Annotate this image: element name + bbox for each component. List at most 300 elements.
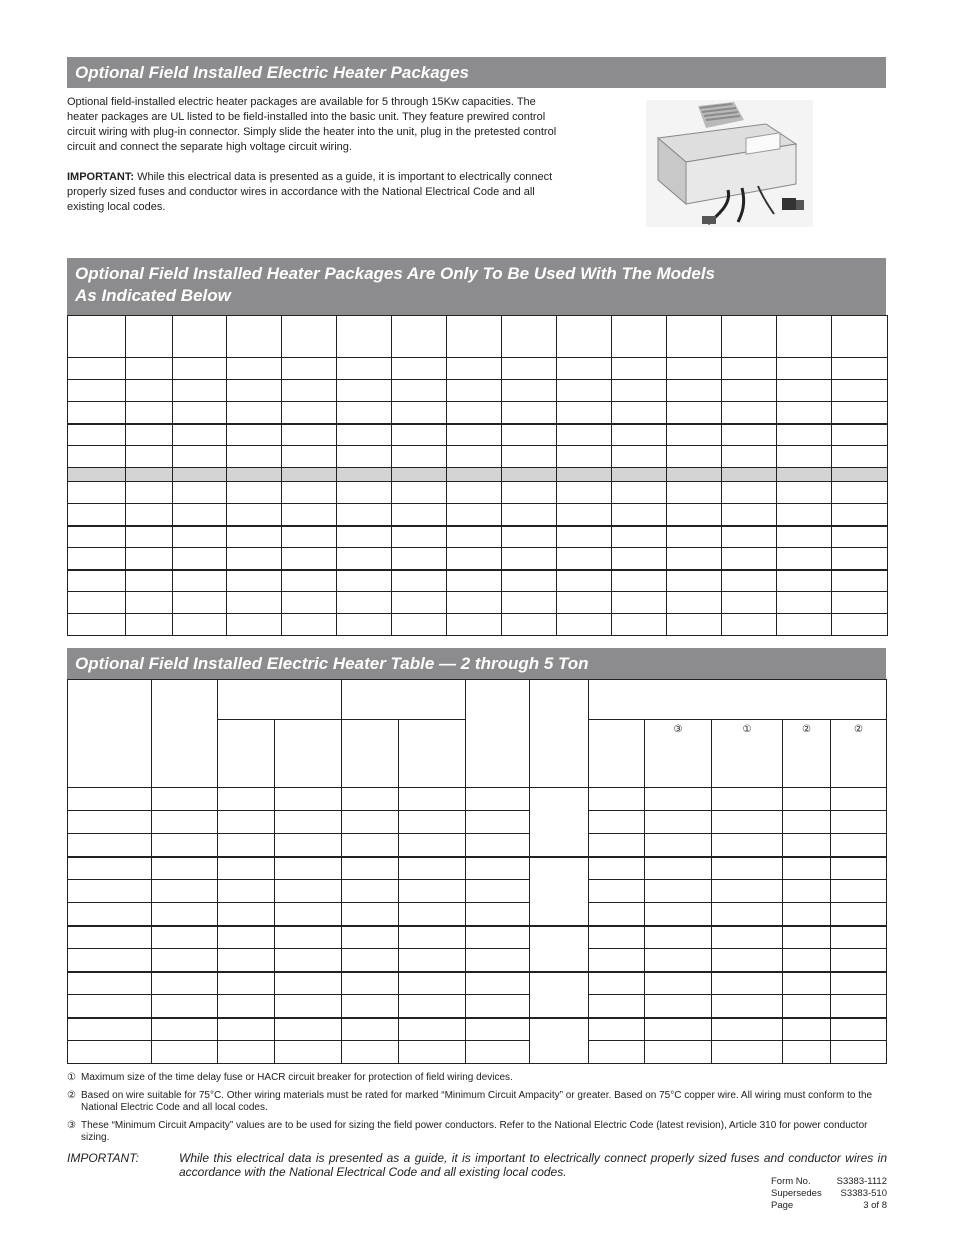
section-banner-heater-table (67, 648, 886, 679)
table-cell (227, 504, 282, 526)
table-cell (399, 949, 466, 972)
table-cell (152, 972, 218, 995)
table-cell (502, 316, 557, 358)
table-cell (783, 949, 831, 972)
header-cell (275, 720, 342, 788)
table-cell (447, 358, 502, 380)
table-cell (447, 446, 502, 468)
table-cell (173, 316, 227, 358)
table-row (68, 788, 887, 811)
table-cell (392, 614, 447, 636)
table-cell (612, 570, 667, 592)
section-title-line2: As Indicated Below (75, 286, 231, 305)
table-cell (392, 402, 447, 424)
table-cell (557, 570, 612, 592)
table-cell (152, 903, 218, 926)
table-cell (342, 995, 399, 1018)
table-cell (612, 468, 667, 482)
table-cell (173, 592, 227, 614)
table-cell (392, 358, 447, 380)
table-cell (282, 548, 337, 570)
table-cell (275, 1018, 342, 1041)
table-cell (832, 380, 888, 402)
table-cell (337, 504, 392, 526)
table-cell (645, 949, 712, 972)
table-cell (831, 811, 887, 834)
table-cell (227, 614, 282, 636)
table-cell (218, 857, 275, 880)
table-cell (218, 788, 275, 811)
table-cell (337, 402, 392, 424)
table-cell (777, 468, 832, 482)
table-cell (530, 1018, 589, 1064)
table-cell (218, 995, 275, 1018)
table-cell (722, 380, 777, 402)
header-cell (68, 680, 152, 788)
header-cell (589, 680, 887, 720)
form-label: Form No. (771, 1176, 811, 1187)
footnote-mark: ② (67, 1090, 76, 1101)
table-cell (342, 972, 399, 995)
table-cell (126, 468, 173, 482)
table-cell (342, 926, 399, 949)
table-cell (173, 570, 227, 592)
table-cell (783, 926, 831, 949)
table-cell (783, 903, 831, 926)
table-cell (173, 402, 227, 424)
table-cell (392, 526, 447, 548)
table-cell (447, 380, 502, 402)
table-cell (589, 857, 645, 880)
table-cell (832, 358, 888, 380)
table-cell (783, 857, 831, 880)
table-cell (557, 592, 612, 614)
table-row (68, 446, 888, 468)
table-cell (667, 424, 722, 446)
table-cell (282, 468, 337, 482)
table-cell (342, 880, 399, 903)
table-cell (712, 972, 783, 995)
table-cell (173, 548, 227, 570)
table-row (68, 614, 888, 636)
table-cell (722, 468, 777, 482)
table-cell (612, 482, 667, 504)
table-cell (126, 424, 173, 446)
table-cell (337, 570, 392, 592)
table-cell (777, 526, 832, 548)
supersedes-value: S3383-510 (840, 1188, 887, 1199)
table-row (68, 1041, 887, 1064)
table-cell (502, 402, 557, 424)
table-cell (152, 788, 218, 811)
table-cell (337, 614, 392, 636)
table-cell (68, 880, 152, 903)
table-cell (466, 926, 530, 949)
page-row (771, 1200, 887, 1212)
table-row (68, 592, 888, 614)
table-cell (557, 548, 612, 570)
table-cell (275, 926, 342, 949)
table-cell (152, 1041, 218, 1064)
table-cell (831, 972, 887, 995)
table-cell (68, 788, 152, 811)
table-cell (645, 1041, 712, 1064)
table-cell (832, 526, 888, 548)
table-cell (831, 1041, 887, 1064)
table-cell (68, 811, 152, 834)
footnote-mark: ① (67, 1072, 76, 1083)
table-cell (227, 424, 282, 446)
table-cell (227, 468, 282, 482)
table-cell (466, 788, 530, 811)
header-cell (218, 680, 342, 720)
table-row (68, 949, 887, 972)
table-cell (227, 358, 282, 380)
table-cell (126, 316, 173, 358)
table-cell (282, 402, 337, 424)
table-cell (68, 526, 126, 548)
table-cell (667, 446, 722, 468)
table-cell (68, 949, 152, 972)
table-cell (126, 482, 173, 504)
table-cell (712, 1018, 783, 1041)
table-cell (68, 857, 152, 880)
table-cell (68, 358, 126, 380)
table-cell (722, 614, 777, 636)
table-cell (466, 1018, 530, 1041)
table-cell (777, 380, 832, 402)
table-cell (68, 995, 152, 1018)
page-label: Page (771, 1200, 794, 1211)
table-cell (126, 548, 173, 570)
table-cell (777, 316, 832, 358)
table-cell (530, 926, 589, 972)
table-row (68, 358, 888, 380)
header-row (68, 316, 888, 358)
table-cell (645, 811, 712, 834)
table-cell (218, 880, 275, 903)
table-row (68, 880, 887, 903)
table-cell (68, 926, 152, 949)
table-cell (282, 380, 337, 402)
table-cell (831, 834, 887, 857)
table-cell (722, 316, 777, 358)
footnote-text: Based on wire suitable for 75°C. Other wiring materials must be rated for marked “Minimum Circuit Ampacity” or greater. Based on 75°C copper wire. All wiring must conform to the National Electric Code and all local codes. (81, 1090, 873, 1113)
footnote (67, 1072, 887, 1084)
table-cell (282, 482, 337, 504)
table-cell (275, 788, 342, 811)
section-title-line1: Optional Field Installed Heater Packages Are Only To Be Used With The Models (75, 264, 716, 283)
table-cell (645, 1018, 712, 1041)
table-cell (530, 972, 589, 1018)
intro-paragraph (67, 95, 557, 215)
table-cell (126, 526, 173, 548)
table-cell (152, 880, 218, 903)
table-cell (589, 811, 645, 834)
table-cell (337, 526, 392, 548)
table-cell (722, 504, 777, 526)
table-cell (557, 380, 612, 402)
table-cell (612, 358, 667, 380)
important-footer-note (67, 1151, 887, 1179)
table-cell (218, 1018, 275, 1041)
footnote-mark: ③ (673, 724, 683, 735)
table-cell (466, 995, 530, 1018)
table-cell (612, 446, 667, 468)
table-cell (557, 504, 612, 526)
table-cell (722, 526, 777, 548)
table-cell (832, 548, 888, 570)
table-cell (68, 316, 126, 358)
table-cell (392, 570, 447, 592)
table-cell (68, 424, 126, 446)
table-cell (712, 903, 783, 926)
table-cell (722, 402, 777, 424)
table-cell (152, 857, 218, 880)
table-cell (447, 614, 502, 636)
table-cell (831, 880, 887, 903)
table-cell (777, 446, 832, 468)
table-cell (447, 504, 502, 526)
table-cell (667, 358, 722, 380)
table-row (68, 1018, 887, 1041)
table-cell (68, 592, 126, 614)
table-cell (173, 482, 227, 504)
table-cell (557, 482, 612, 504)
table-cell (227, 526, 282, 548)
table-cell (712, 880, 783, 903)
footnote-text: Maximum size of the time delay fuse or HACR circuit breaker for protection of field wiring devices. (81, 1072, 513, 1083)
table-cell (282, 446, 337, 468)
important-note (67, 170, 557, 215)
table-cell (777, 504, 832, 526)
table-cell (337, 358, 392, 380)
table-cell (342, 834, 399, 857)
table-cell (68, 834, 152, 857)
table-cell (831, 926, 887, 949)
important-label: IMPORTANT: (67, 171, 135, 183)
table-cell (227, 548, 282, 570)
table-row (68, 468, 888, 482)
table-cell (152, 811, 218, 834)
table-row (68, 548, 888, 570)
table-cell (831, 788, 887, 811)
table-cell (502, 482, 557, 504)
table-cell (392, 316, 447, 358)
table-cell (832, 402, 888, 424)
table-cell (502, 526, 557, 548)
table-cell (227, 380, 282, 402)
table-cell (282, 358, 337, 380)
table-cell (557, 614, 612, 636)
table-row (68, 526, 888, 548)
table-cell (645, 972, 712, 995)
table-cell (282, 526, 337, 548)
table-cell (173, 468, 227, 482)
header-cell (399, 720, 466, 788)
table-cell (777, 570, 832, 592)
section-banner-heater-packages (67, 57, 886, 88)
form-info (771, 1176, 887, 1212)
table-cell (173, 380, 227, 402)
table-cell (399, 1041, 466, 1064)
header-mark-cell (783, 720, 831, 788)
table-cell (337, 592, 392, 614)
table-cell (399, 995, 466, 1018)
table-cell (783, 995, 831, 1018)
table-cell (447, 402, 502, 424)
supersedes-label: Supersedes (771, 1188, 822, 1199)
table-cell (832, 424, 888, 446)
table-cell (342, 1018, 399, 1041)
table-row (68, 402, 888, 424)
table-cell (831, 903, 887, 926)
table-cell (777, 402, 832, 424)
table-cell (68, 380, 126, 402)
table-cell (275, 903, 342, 926)
table-cell (173, 504, 227, 526)
table-cell (722, 592, 777, 614)
table-cell (502, 614, 557, 636)
table-cell (466, 880, 530, 903)
section-banner-models (67, 258, 886, 315)
table-cell (275, 972, 342, 995)
table-cell (227, 592, 282, 614)
table-cell (275, 949, 342, 972)
heater-package-photo (646, 100, 813, 227)
table-cell (227, 316, 282, 358)
table-cell (612, 316, 667, 358)
table-cell (68, 402, 126, 424)
header-cell (342, 680, 466, 720)
table-cell (589, 972, 645, 995)
table-cell (502, 504, 557, 526)
table-cell (557, 358, 612, 380)
table-cell (589, 1041, 645, 1064)
table-cell (667, 402, 722, 424)
table-cell (68, 548, 126, 570)
important-text: While this electrical data is presented as a guide, it is important to electrically connect properly sized fuses and conductor wires in accordance with the National Electrical Code and all existing local codes. (179, 1151, 887, 1179)
heater-table (67, 679, 887, 1064)
table-cell (722, 548, 777, 570)
header-cell (530, 680, 589, 788)
table-cell (399, 972, 466, 995)
table-cell (342, 857, 399, 880)
table-cell (502, 446, 557, 468)
table-cell (218, 834, 275, 857)
footnotes (67, 1072, 887, 1150)
table-cell (227, 482, 282, 504)
table-cell (722, 482, 777, 504)
table-cell (502, 358, 557, 380)
table-cell (530, 857, 589, 926)
table-cell (275, 995, 342, 1018)
table-cell (337, 548, 392, 570)
table-cell (832, 504, 888, 526)
table-cell (337, 446, 392, 468)
table-cell (783, 788, 831, 811)
table-cell (392, 424, 447, 446)
table-cell (712, 811, 783, 834)
table-cell (712, 788, 783, 811)
table-cell (645, 995, 712, 1018)
table-cell (218, 972, 275, 995)
table-cell (783, 1041, 831, 1064)
table-cell (777, 592, 832, 614)
table-cell (502, 468, 557, 482)
footnote-text: These “Minimum Circuit Ampacity” values are to be used for sizing the field power conductors. Refer to the National Electric Code (latest revision), Article 310 for power conductor sizing. (81, 1120, 868, 1143)
table-cell (667, 614, 722, 636)
header-mark-cell (645, 720, 712, 788)
header-cell (152, 680, 218, 788)
table-cell (589, 788, 645, 811)
table-cell (466, 972, 530, 995)
table-cell (126, 380, 173, 402)
footnote-mark: ③ (67, 1120, 76, 1131)
table-cell (342, 811, 399, 834)
table-cell (275, 880, 342, 903)
table-cell (227, 570, 282, 592)
table-cell (667, 504, 722, 526)
table-cell (502, 424, 557, 446)
table-cell (667, 570, 722, 592)
form-value: S3383-1112 (836, 1176, 887, 1187)
important-text: While this electrical data is presented as a guide, it is important to electrically connect properly sized fuses and conductor wires in accordance with the National Electrical Code and all existing local codes. (67, 171, 553, 213)
table-cell (218, 811, 275, 834)
table-cell (447, 424, 502, 446)
table-cell (783, 1018, 831, 1041)
table-row (68, 857, 887, 880)
table-cell (342, 788, 399, 811)
table-cell (342, 903, 399, 926)
table-cell (832, 482, 888, 504)
table-cell (447, 570, 502, 592)
table-cell (722, 424, 777, 446)
footnote-mark: ② (802, 724, 811, 735)
table-cell (392, 548, 447, 570)
table-cell (152, 926, 218, 949)
table-cell (68, 1041, 152, 1064)
table-cell (399, 811, 466, 834)
table-cell (612, 504, 667, 526)
table-cell (218, 949, 275, 972)
table-row (68, 972, 887, 995)
table-cell (612, 592, 667, 614)
table-cell (832, 316, 888, 358)
page-value: 3 of 8 (863, 1200, 887, 1211)
table-cell (466, 857, 530, 880)
table-cell (126, 592, 173, 614)
table-cell (218, 1041, 275, 1064)
table-cell (337, 482, 392, 504)
table-cell (557, 526, 612, 548)
table-row (68, 926, 887, 949)
table-cell (68, 614, 126, 636)
table-cell (342, 949, 399, 972)
table-cell (447, 592, 502, 614)
table-cell (68, 468, 126, 482)
table-cell (589, 880, 645, 903)
table-cell (68, 903, 152, 926)
table-cell (832, 468, 888, 482)
table-cell (831, 857, 887, 880)
table-cell (530, 788, 589, 857)
table-cell (645, 926, 712, 949)
header-mark-cell (712, 720, 783, 788)
table-cell (645, 834, 712, 857)
table-cell (337, 424, 392, 446)
table-cell (392, 504, 447, 526)
